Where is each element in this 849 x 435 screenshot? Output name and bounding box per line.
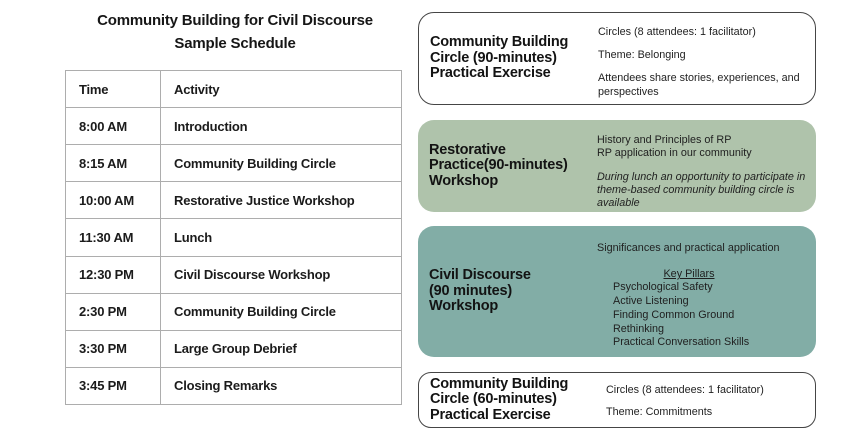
header-time: Time bbox=[66, 71, 161, 108]
time-cell: 2:30 PM bbox=[66, 293, 161, 330]
pillar-item: Active Listening bbox=[613, 295, 689, 308]
card-title-line: Community Building bbox=[430, 34, 569, 51]
time-cell: 11:30 AM bbox=[66, 219, 161, 256]
card-title-line: Civil Discourse bbox=[429, 267, 531, 284]
activity-cell: Large Group Debrief bbox=[161, 330, 402, 367]
activity-cell: Closing Remarks bbox=[161, 367, 402, 404]
activity-cell: Community Building Circle bbox=[161, 145, 402, 182]
page-title-line1: Community Building for Civil Discourse bbox=[97, 12, 373, 29]
table-row bbox=[66, 256, 402, 293]
pillars-heading: Key Pillars bbox=[663, 268, 715, 281]
time-cell: 3:45 PM bbox=[66, 367, 161, 404]
card-title-line: Practical Exercise bbox=[430, 406, 551, 423]
activity-cell: Community Building Circle bbox=[161, 293, 402, 330]
pillar-item: Practical Conversation Skills bbox=[613, 336, 750, 349]
pillars-list bbox=[613, 281, 765, 350]
card-title-line: Practice(90-minutes) bbox=[429, 157, 568, 174]
card-details bbox=[597, 242, 829, 350]
card-details bbox=[598, 26, 826, 99]
header-activity: Activity bbox=[161, 71, 402, 108]
card-title-line: Circle (60-minutes) bbox=[430, 391, 557, 408]
detail-line: RP application in our community bbox=[597, 146, 752, 159]
time-cell: 12:30 PM bbox=[66, 256, 161, 293]
card-title-line: Community Building bbox=[430, 375, 569, 392]
card-title bbox=[430, 13, 568, 104]
detail-line: Attendees share stories, experiences, and perspectives bbox=[598, 72, 800, 98]
activity-cell: Restorative Justice Workshop bbox=[161, 182, 402, 219]
time-cell: 10:00 AM bbox=[66, 182, 161, 219]
detail-line: Theme: Commitments bbox=[606, 406, 713, 419]
pillar-item: Rethinking bbox=[613, 322, 665, 335]
page-title-line2: Sample Schedule bbox=[174, 34, 296, 52]
card-title-line: Circle (90-minutes) bbox=[430, 49, 557, 66]
detail-line: History and Principles of RP bbox=[597, 134, 732, 146]
pillar-item: Finding Common Ground bbox=[613, 308, 735, 321]
activity-cell: Introduction bbox=[161, 108, 402, 145]
detail-line: Circles (8 attendees: 1 facilitator) bbox=[598, 26, 756, 38]
card-title-line: (90 minutes) bbox=[429, 282, 513, 299]
table-row bbox=[66, 293, 402, 330]
card-title bbox=[429, 120, 568, 212]
card-restorative-practice-workshop bbox=[418, 120, 816, 212]
table-row bbox=[66, 108, 402, 145]
card-title bbox=[429, 226, 531, 357]
time-cell: 8:15 AM bbox=[66, 145, 161, 182]
detail-line: Theme: Belonging bbox=[598, 49, 686, 62]
table-row bbox=[66, 367, 402, 404]
key-pillars-block bbox=[613, 267, 765, 350]
table-row bbox=[66, 182, 402, 219]
card-title bbox=[430, 373, 568, 427]
table-row bbox=[66, 219, 402, 256]
time-cell: 8:00 AM bbox=[66, 108, 161, 145]
activity-cell: Civil Discourse Workshop bbox=[161, 256, 402, 293]
lunch-note: During lunch an opportunity to participate in theme-based community building circle is available bbox=[597, 171, 806, 209]
card-civil-discourse-workshop bbox=[418, 226, 816, 357]
card-title-line: Workshop bbox=[429, 298, 499, 315]
card-community-circle-90 bbox=[418, 12, 816, 105]
detail-line: Significances and practical application bbox=[597, 242, 780, 254]
table-header-row bbox=[66, 71, 402, 108]
time-cell: 3:30 PM bbox=[66, 330, 161, 367]
card-community-circle-60 bbox=[418, 372, 816, 428]
table-row bbox=[66, 145, 402, 182]
table-row bbox=[66, 330, 402, 367]
card-title-line: Workshop bbox=[429, 172, 499, 189]
card-details bbox=[597, 134, 829, 210]
card-title-line: Practical Exercise bbox=[430, 65, 551, 82]
card-details bbox=[606, 384, 826, 419]
card-title-line: Restorative bbox=[429, 141, 506, 158]
schedule-table bbox=[65, 70, 402, 405]
page-title bbox=[40, 10, 430, 55]
pillar-item: Psychological Safety bbox=[613, 281, 713, 294]
activity-cell: Lunch bbox=[161, 219, 402, 256]
detail-line: Circles (8 attendees: 1 facilitator) bbox=[606, 384, 764, 396]
